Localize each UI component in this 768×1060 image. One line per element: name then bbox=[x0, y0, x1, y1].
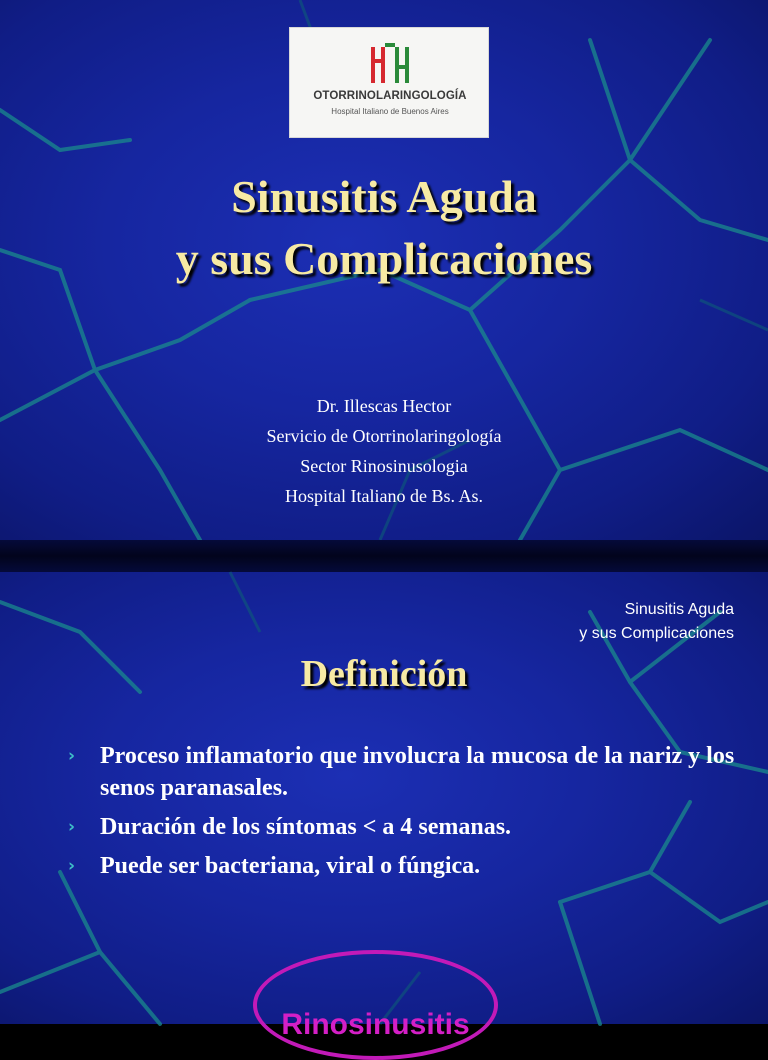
bullet-text: Puede ser bacteriana, viral o fúngica. bbox=[100, 853, 481, 879]
list-item bbox=[64, 740, 744, 804]
slide-title bbox=[0, 166, 768, 290]
chevron-right-icon: › bbox=[68, 817, 76, 837]
slide-header bbox=[579, 598, 734, 646]
author-sector: Sector Rinosinusologia bbox=[300, 456, 468, 476]
highlight-oval bbox=[253, 950, 498, 1060]
slide-separator bbox=[0, 540, 768, 572]
author-institution: Hospital Italiano de Bs. As. bbox=[285, 486, 483, 506]
oval-label: Rinosinusitis bbox=[281, 1008, 470, 1041]
header-line: y sus Complicaciones bbox=[579, 625, 734, 642]
definition-slide bbox=[0, 572, 768, 1041]
author-block bbox=[0, 391, 768, 511]
bullet-text: Duración de los síntomas < a 4 semanas. bbox=[100, 814, 512, 840]
author-name: Dr. Illescas Hector bbox=[316, 396, 452, 416]
logo-title: OTORRINOLARINGOLOGÍA bbox=[313, 90, 467, 102]
hospital-cross-icon bbox=[370, 41, 410, 85]
bullet-list bbox=[64, 740, 744, 889]
header-line: Sinusitis Aguda bbox=[624, 601, 734, 618]
title-line: Sinusitis Aguda bbox=[231, 171, 537, 222]
title-line: y sus Complicaciones bbox=[175, 233, 593, 284]
slide-title: Definición bbox=[300, 653, 468, 695]
bullet-text: Proceso inflamatorio que involucra la mucosa de la nariz y los senos paranasales. bbox=[100, 743, 735, 801]
author-department: Servicio de Otorrinolaringología bbox=[266, 426, 502, 446]
list-item bbox=[64, 811, 744, 843]
chevron-right-icon: › bbox=[68, 856, 76, 876]
chevron-right-icon: › bbox=[68, 746, 76, 766]
list-item bbox=[64, 850, 744, 882]
hospital-logo bbox=[289, 27, 489, 138]
logo-subtitle: Hospital Italiano de Buenos Aires bbox=[331, 107, 449, 116]
